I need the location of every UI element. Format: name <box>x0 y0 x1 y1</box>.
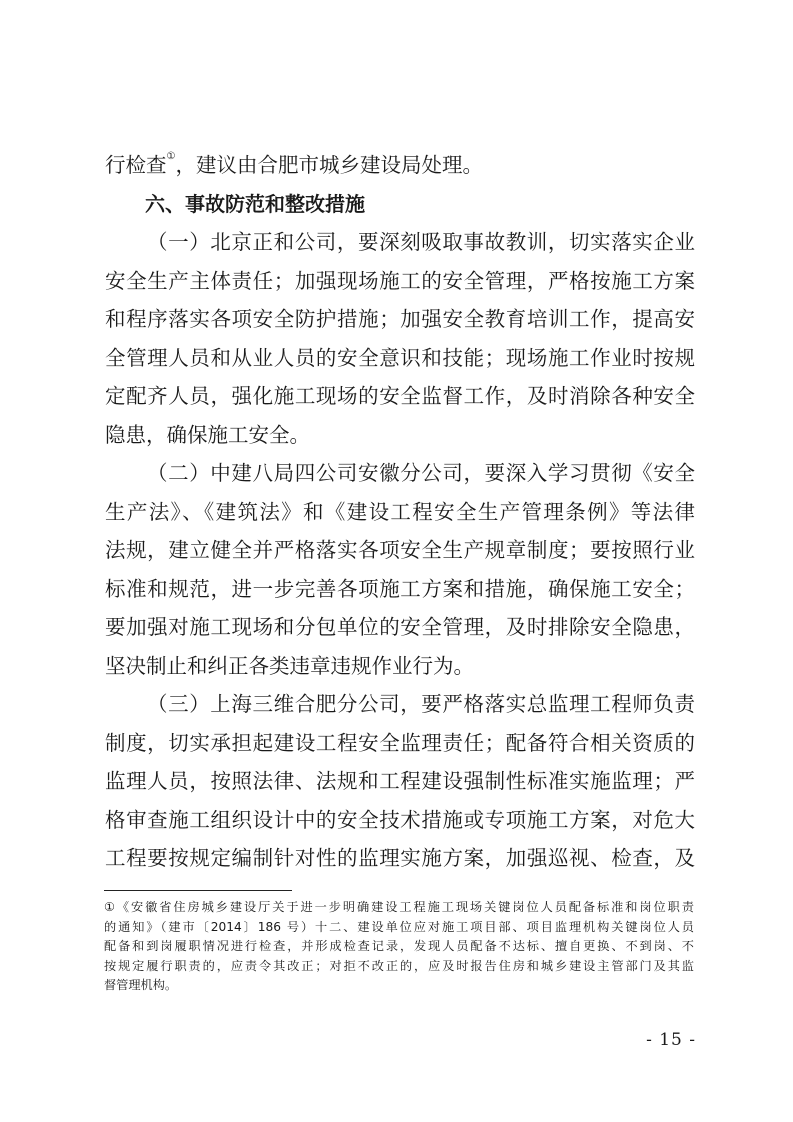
paragraph-2-line: 标准和规范，进一步完善各项施工方案和措施，确保施工安全； <box>105 576 695 601</box>
paragraph-2-line: 要加强对施工现场和分包单位的安全管理，及时排除安全隐患， <box>105 615 695 639</box>
footnote-line: 督管理机构。 <box>104 978 178 993</box>
paragraph-3-line: 工程要按规定编制针对性的监理实施方案，加强巡视、检查，及 <box>105 846 695 870</box>
body-text <box>105 146 695 878</box>
text-line-continuation <box>105 146 695 185</box>
footnote-line: 按规定履行职责的，应责令其改正；对拒不改正的，应及时报告住房和城乡建设主管部门及其监 <box>104 958 694 973</box>
paragraph-2-line: 法规，建立健全并严格落实各项安全生产规章制度；要按照行业 <box>105 538 695 562</box>
paragraph-3-line: 格审查施工组织设计中的安全技术措施或专项施工方案，对危大 <box>105 807 695 832</box>
footnote-separator <box>104 890 292 891</box>
footnote-line: 的通知》（建市〔2014〕186 号）十二、建设单位应对施工项目部、项目监理机构关键岗位人员 <box>104 919 694 934</box>
footnote-line: 配备和到岗履职情况进行检查，并形成检查记录，发现人员配备不达标、擅自更换、不到岗、不 <box>104 939 694 954</box>
paragraph-2-line: 坚决制止和纠正各类违章违规作业行为。 <box>105 653 474 678</box>
paragraph-3-line: 制度，切实承担起建设工程安全监理责任；配备符合相关资质的 <box>105 730 695 755</box>
paragraph-1-line: 全管理人员和从业人员的安全意识和技能；现场施工作业时按规 <box>105 345 695 370</box>
paragraph-3-line: （三）上海三维合肥分公司，要严格落实总监理工程师负责 <box>147 692 695 716</box>
paragraph-1-line: 隐患，确保施工安全。 <box>105 422 310 447</box>
paragraph-1-line: （一）北京正和公司，要深刻吸取事故教训，切实落实企业 <box>147 230 695 254</box>
paragraph-1-line: 安全生产主体责任；加强现场施工的安全管理，严格按施工方案 <box>105 268 695 293</box>
paragraph-2-line: 生产法》、《建筑法》和《建设工程安全生产管理条例》等法律 <box>105 499 695 524</box>
paragraph-1-line: 和程序落实各项安全防护措施；加强安全教育培训工作，提高安 <box>105 307 695 331</box>
page-number: - 15 - <box>646 1030 696 1050</box>
footnote-reference-mark[interactable]: ① <box>166 151 176 162</box>
paragraph-2-line: （二）中建八局四公司安徽分公司，要深入学习贯彻《安全 <box>147 461 695 485</box>
paragraph-3-line: 监理人员，按照法律、法规和工程建设强制性标准实施监理；严 <box>105 769 695 793</box>
section-heading: 六、事故防范和整改措施 <box>145 191 365 216</box>
text-fragment: ，建议由合肥市城乡建设局处理。 <box>175 153 483 177</box>
footnote-line: ①《安徽省住房城乡建设厅关于进一步明确建设工程施工现场关键岗位人员配备标准和岗位职责 <box>104 900 694 914</box>
footnote <box>104 898 694 996</box>
paragraph-1-line: 定配齐人员，强化施工现场的安全监督工作，及时消除各种安全 <box>105 384 695 408</box>
text-fragment: 行检查 <box>105 153 167 177</box>
